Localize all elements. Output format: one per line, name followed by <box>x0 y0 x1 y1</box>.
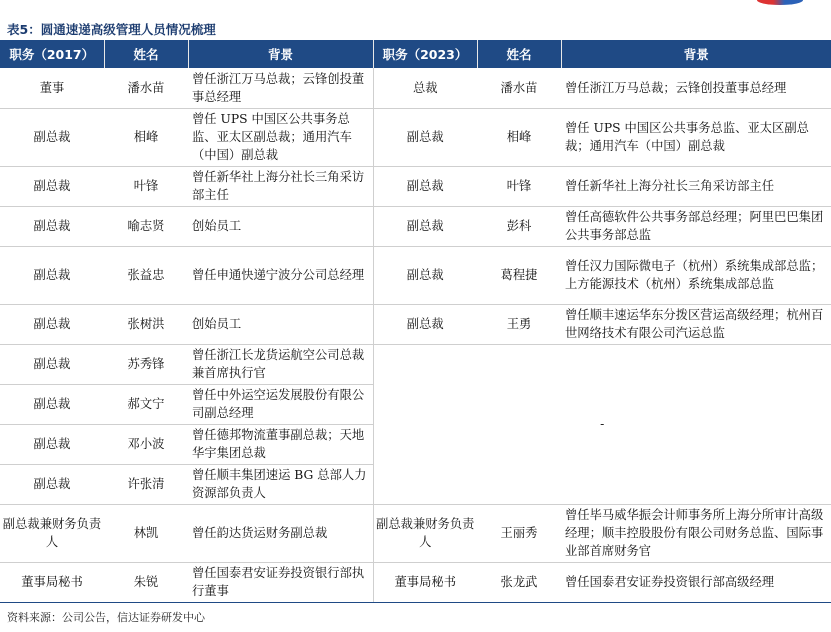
background-2023: 曾任汉力国际微电子（杭州）系统集成部总监；上方能源技术（杭州）系统集成部总监 <box>561 246 831 304</box>
background-2017: 曾任韵达货运财务副总裁 <box>188 504 373 562</box>
background-2017: 曾任顺丰集团速运 BG 总部人力资源部负责人 <box>188 464 373 504</box>
header-position-2023: 职务（2023） <box>373 40 477 68</box>
name-2017: 朱锐 <box>104 562 188 602</box>
name-2017: 张树洪 <box>104 304 188 344</box>
position-2017: 副总裁 <box>0 166 104 206</box>
background-2017: 曾任中外运空运发展股份有限公司副总经理 <box>188 384 373 424</box>
background-2017: 曾任 UPS 中国区公共事务总监、亚太区副总裁；通用汽车（中国）副总裁 <box>188 108 373 166</box>
name-2017: 相峰 <box>104 108 188 166</box>
background-2023: 曾任浙江万马总裁；云锋创投董事总经理 <box>561 68 831 108</box>
name-2017: 许张清 <box>104 464 188 504</box>
header-position-2017: 职务（2017） <box>0 40 104 68</box>
table-title: 表5：圆通速递高级管理人员情况梳理 <box>7 22 216 37</box>
empty-2023-cell: - <box>373 344 831 504</box>
position-2017: 董事 <box>0 68 104 108</box>
name-2023: 王丽秀 <box>477 504 561 562</box>
name-2023: 葛程捷 <box>477 246 561 304</box>
table-row <box>0 304 831 344</box>
position-2017: 副总裁兼财务负责人 <box>0 504 104 562</box>
table-row <box>0 246 831 304</box>
table-row <box>0 166 831 206</box>
name-2017: 苏秀锋 <box>104 344 188 384</box>
position-2017: 副总裁 <box>0 344 104 384</box>
name-2023: 张龙武 <box>477 562 561 602</box>
background-2017: 曾任国泰君安证券投资银行部执行董事 <box>188 562 373 602</box>
position-2023: 副总裁 <box>373 304 477 344</box>
position-2017: 董事局秘书 <box>0 562 104 602</box>
position-2023: 副总裁 <box>373 166 477 206</box>
header-name-2017: 姓名 <box>104 40 188 68</box>
background-2017: 曾任浙江万马总裁；云锋创投董事总经理 <box>188 68 373 108</box>
name-2023: 潘水苗 <box>477 68 561 108</box>
background-2023: 曾任顺丰速运华东分拨区营运高级经理；杭州百世网络技术有限公司汽运总监 <box>561 304 831 344</box>
background-2017: 曾任申通快递宁波分公司总经理 <box>188 246 373 304</box>
background-2023: 曾任国泰君安证券投资银行部高级经理 <box>561 562 831 602</box>
position-2017: 副总裁 <box>0 424 104 464</box>
position-2017: 副总裁 <box>0 108 104 166</box>
table-row <box>0 504 831 562</box>
position-2017: 副总裁 <box>0 304 104 344</box>
header-background-2023: 背景 <box>561 40 831 68</box>
name-2023: 叶锋 <box>477 166 561 206</box>
background-2017: 曾任新华社上海分社长三角采访部主任 <box>188 166 373 206</box>
position-2023: 副总裁兼财务负责人 <box>373 504 477 562</box>
header-background-2017: 背景 <box>188 40 373 68</box>
name-2017: 叶锋 <box>104 166 188 206</box>
position-2017: 副总裁 <box>0 384 104 424</box>
source-note: 资料来源：公司公告，信达证券研发中心 <box>7 611 205 624</box>
name-2017: 张益忠 <box>104 246 188 304</box>
name-2017: 郝文宁 <box>104 384 188 424</box>
position-2023: 副总裁 <box>373 246 477 304</box>
position-2023: 董事局秘书 <box>373 562 477 602</box>
header-row <box>0 40 831 68</box>
background-2017: 曾任德邦物流董事副总裁；天地华宇集团总裁 <box>188 424 373 464</box>
table-row <box>0 68 831 108</box>
name-2017: 潘水苗 <box>104 68 188 108</box>
background-2017: 创始员工 <box>188 304 373 344</box>
header-name-2023: 姓名 <box>477 40 561 68</box>
position-2017: 副总裁 <box>0 464 104 504</box>
name-2017: 林凯 <box>104 504 188 562</box>
background-2017: 曾任浙江长龙货运航空公司总裁兼首席执行官 <box>188 344 373 384</box>
position-2023: 副总裁 <box>373 206 477 246</box>
position-2017: 副总裁 <box>0 206 104 246</box>
position-2023: 总裁 <box>373 68 477 108</box>
name-2017: 邓小波 <box>104 424 188 464</box>
name-2017: 喻志贤 <box>104 206 188 246</box>
table-row <box>0 562 831 602</box>
background-2023: 曾任毕马威华振会计师事务所上海分所审计高级经理；顺丰控股股份有限公司财务总监、国际事业部首席财务官 <box>561 504 831 562</box>
management-table <box>0 40 831 603</box>
position-2017: 副总裁 <box>0 246 104 304</box>
table-row <box>0 344 831 384</box>
name-2023: 彭科 <box>477 206 561 246</box>
background-2023: 曾任 UPS 中国区公共事务总监、亚太区副总裁；通用汽车（中国）副总裁 <box>561 108 831 166</box>
table-row <box>0 108 831 166</box>
name-2023: 相峰 <box>477 108 561 166</box>
position-2023: 副总裁 <box>373 108 477 166</box>
background-2023: 曾任高德软件公共事务部总经理；阿里巴巴集团公共事务部总监 <box>561 206 831 246</box>
background-2023: 曾任新华社上海分社长三角采访部主任 <box>561 166 831 206</box>
brand-logo-mark <box>757 0 803 5</box>
name-2023: 王勇 <box>477 304 561 344</box>
table-row <box>0 206 831 246</box>
background-2017: 创始员工 <box>188 206 373 246</box>
